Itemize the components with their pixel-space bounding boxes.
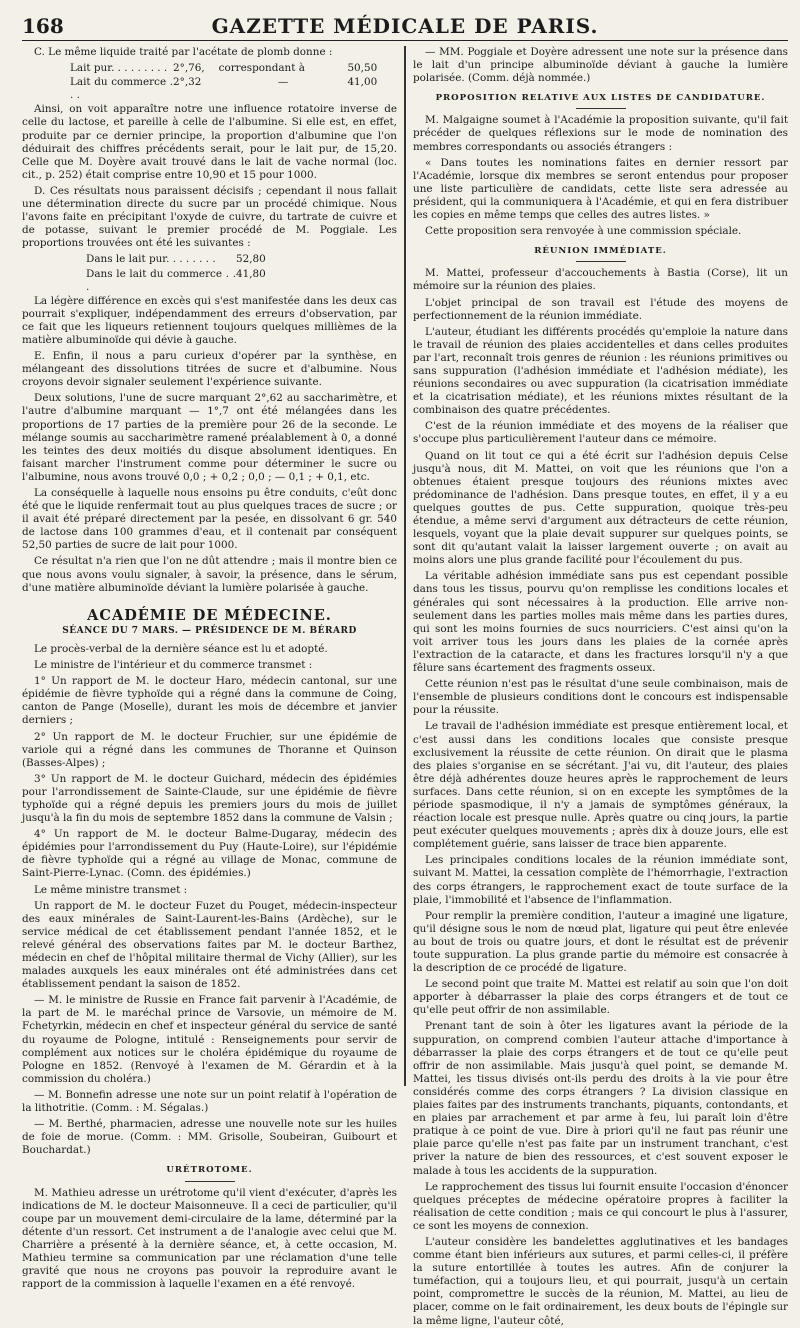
subheading bbox=[413, 92, 788, 109]
paragraph: La conséquelle à laquelle nous ensoins pu être conduits, c'eût donc été que le liquide renfermait tout au plus quelques traces de sucre ; or il avait été préparé directement par la pesée, en dissolvant 6 gr. 540 de lactose dans 100 grammes d'eau, et il contenait par conséquent 52,50 parties de sucre de lait pour 1000. bbox=[22, 487, 397, 552]
subheading bbox=[413, 245, 788, 262]
subheading bbox=[22, 1164, 397, 1181]
paragraph: M. Malgaigne soumet à l'Académie la proposition suivante, qu'il fait précéder de quelques réflexions sur le mode de nomination des membres correspondants ou associés étrangers : bbox=[413, 114, 788, 153]
paragraph: — M. Berthé, pharmacien, adresse une nouvelle note sur les huiles de foie de morue. (Comm. : MM. Grisolle, Soubeiran, Guibourt et Bouchardat.) bbox=[22, 1118, 397, 1157]
measure-value: 2°,32 bbox=[173, 76, 202, 89]
session-heading: SÉANCE DU 7 MARS. — PRÉSIDENCE DE M. BÉRARD bbox=[62, 625, 357, 636]
paragraph: Cette réunion n'est pas le résultat d'une seule combinaison, mais de l'ensemble de plusieurs conditions dont le concours est indispensable pour la réussite. bbox=[413, 678, 788, 717]
paragraph: La légère différence en excès qui s'est manifestée dans les deux cas pourrait s'expliquer, indépendamment des erreurs d'observation, par ce fait que les liqueurs retiennent toujours quelques millièmes de la matière albuminoïde qui dévie à gauche. bbox=[22, 294, 397, 346]
running-head bbox=[22, 14, 788, 41]
paragraph: L'objet principal de son travail est l'étude des moyens de perfectionnement de la réunion immédiate. bbox=[413, 296, 788, 322]
columns bbox=[22, 46, 788, 1327]
measure-label: Dans le lait du commerce . . . bbox=[86, 267, 236, 293]
paragraph: Le rapprochement des tissus lui fournit ensuite l'occasion d'énoncer quelques préceptes de médecine opératoire propres à faciliter la réalisation de cette condition ; mais ce qui concourt le plus à l'assurer, ce sont les moyens de connexion. bbox=[413, 1180, 788, 1232]
paragraph: 4° Un rapport de M. le docteur Balme-Dugaray, médecin des épidémies pour l'arrondissement du Puy (Haute-Loire), sur l'épidémie de fièvre typhoïde qui a régné au village de Monac, commune de Saint-Pierre-Lynac. (Comn. des épidémies.) bbox=[22, 828, 397, 880]
measure-number: 50,50 bbox=[347, 62, 378, 75]
paragraph: L'auteur considère les bandelettes agglutinatives et les bandages comme étant bien inférieurs aux sutures, et parmi celles-ci, il préfère la suture entortillée à toutes les autres. Afin de conjurer la tuméfaction, qui a toujours lieu, et qui pourrait, jusqu'à un certain point, compromettre le succès de la réunion, M. Mattei, au lieu de placer, comme on le fait ordinairement, les deux bouts de l'épingle sur la même ligne, l'auteur côté, bbox=[413, 1235, 788, 1327]
measure-label: Lait pur. . . . . . . . . bbox=[70, 62, 168, 75]
paragraph: 1° Un rapport de M. le docteur Haro, médecin cantonal, sur une épidémie de fièvre typhoïde qui a régné dans la commune de Coing, canton de Pange (Moselle), durant les mois de décembre et janvier derniers ; bbox=[22, 675, 397, 727]
paragraph: Le même ministre transmet : bbox=[34, 883, 188, 896]
paragraph: Pour remplir la première condition, l'auteur a imaginé une ligature, qu'il désigne sous le nom de nœud plat, ligature qui peut être enlevée au bout de trois ou quatre jours, et dont le résultat est de prévenir toute suppuration. La plus grande partie du mémoire est consacrée à la description de ce procédé de ligature. bbox=[413, 909, 788, 975]
paragraph: La véritable adhésion immédiate sans pus est cependant possible dans tous les tissus, pourvu qu'on remplisse les conditions locales et générales qui sont nécessaires à la production. Elle arrive non-seulement dans les parties molles mais même dans les parties dures, qui sont les moins fournies de sucs nourriciers. C'est ainsi qu'on la voit arriver tous les jours dans les plaies de la cornée après l'extraction de la cataracte, et dans les fractures lorsqu'il n'y a que fêlure sans écartement des fragments osseux. bbox=[413, 570, 788, 675]
paragraph: « Dans toutes les nominations faites en dernier ressort par l'Académie, lorsque dix membres se seront entendus pour proposer une liste particulière de candidats, cette liste sera adressée au président, qui la communiquera à l'Académie, et qui en fera distribuer les copies en même temps que celles des autres listes. » bbox=[413, 156, 788, 222]
measure-row bbox=[22, 253, 397, 266]
paragraph: Cette proposition sera renvoyée à une commission spéciale. bbox=[425, 225, 742, 238]
paragraph: M. Mattei, professeur d'accouchements à Bastia (Corse), lit un mémoire sur la réunion des plaies. bbox=[413, 267, 788, 293]
subheading-text: URÉTROTOME. bbox=[166, 1165, 253, 1176]
paragraph: 3° Un rapport de M. le docteur Guichard, médecin des épidémies pour l'arrondissement de Sainte-Claude, sur une épidémie de fièvre typhoïde qui a régné depuis les premiers jours du mois de juillet jusqu'à la fin du mois de septembre 1852 dans la commune de Valsin ; bbox=[22, 772, 397, 825]
paragraph: — M. Bonnefin adresse une note sur un point relatif à l'opération de la lithotritie. (Comm. : M. Ségalas.) bbox=[22, 1088, 397, 1115]
paragraph: Un rapport de M. le docteur Fuzet du Pouget, médecin-inspecteur des eaux minérales de Saint-Laurent-les-Bains (Ardèche), sur le service médical de cet établissement pendant l'année 1852, et le relevé général des observations faites par M. le docteur Barthez, médecin en chef de l'hôpital militaire thermal de Vichy (Allier), sur les malades auxquels les eaux minérales ont été administrées dans cet établissement pendant la saison de 1852. bbox=[22, 899, 397, 991]
paragraph: M. Mathieu adresse un urétrotome qu'il vient d'exécuter, d'après les indications de M. le docteur Maisonneuve. Il a ceci de particulier, qu'il coupe par un mouvement demi-circulaire de la lame, déterminé par la détente d'un ressort. Cet instrument a de l'analogie avec celui que M. Charrière a présenté à la dernière séance, et, à cette occasion, M. Mathieu termine sa communication par une réclamation d'une telle gravité que nous ne croyons pas pouvoir la reproduire avant le rapport de la commission à laquelle l'examen en a été renvoyé. bbox=[22, 1186, 397, 1291]
paragraph: Le procès-verbal de la dernière séance est lu et adopté. bbox=[34, 642, 328, 655]
paragraph: Ce résultat n'a rien que l'on ne dût attendre ; mais il montre bien ce que nous avons voulu signaler, à savoir, la présence, dans le sérum, d'une matière albuminoïde déviant la lumière polarisée à gauche. bbox=[22, 555, 397, 594]
measure-number: 41,80 bbox=[236, 267, 266, 280]
paragraph: E. Enfin, il nous a paru curieux d'opérer par la synthèse, en mélangeant des dissolutions titrées de sucre et d'albumine. Nous croyons devoir signaler seulement l'expérience suivante. bbox=[22, 350, 397, 389]
paragraph: D. Ces résultats nous paraissent décisifs ; cependant il nous fallait une détermination directe du sucre par un procédé chimique. Nous l'avons faite en précipitant l'oxyde de cuivre, du tartrate de cuivre et de potasse, suivant le premier procédé de M. Poggiale. Les proportions trouvées ont été les suivantes : bbox=[22, 184, 397, 250]
paragraph: — M. le ministre de Russie en France fait parvenir à l'Académie, de la part de M. le maréchal prince de Varsovie, un mémoire de M. Fchetyrkin, médecin en chef et inspecteur général du service de santé du royaume de Pologne, intitulé : Renseignements pour servir de complément aux notices sur le choléra épidémique du royaume de Pologne en 1852. (Renvoyé à l'examen de M. Gérardin et à la commission du choléra.) bbox=[22, 994, 397, 1085]
left-column bbox=[22, 46, 397, 1291]
paragraph: Ainsi, on voit apparaître notre une influence rotatoire inverse de celle du lactose, et pareille à celle de l'albumine. Si elle est, en effet, produite par ce dernier principe, la proportion d'albumine que l'on déduirait des chiffres précédents serait, pour le lait pur, de 15,20. Celle que M. Doyère avait trouvé dans le lait de vache normal (loc. cit., p. 252) était comprise entre 10,90 et 15 pour 1000. bbox=[22, 103, 397, 181]
measure-label: Lait du commerce . . . bbox=[70, 76, 174, 102]
paragraph: C'est de la réunion immédiate et des moyens de la réaliser que s'occupe plus particulièrement l'auteur dans ce mémoire. bbox=[413, 420, 788, 446]
measure-row bbox=[22, 62, 397, 75]
measure-number: 52,80 bbox=[236, 253, 266, 266]
measure-label: Dans le lait pur. . . . . . . . bbox=[86, 253, 216, 266]
paper-title: GAZETTE MÉDICALE DE PARIS. bbox=[211, 14, 599, 38]
column-divider bbox=[404, 46, 406, 1086]
paragraph: Les principales conditions locales de la réunion immédiate sont, suivant M. Mattei, la cessation complète de l'hémorrhagie, l'extraction des corps étrangers, le rapprochement exact de toute surface de la plaie, l'immobilité et l'absence de l'inflammation. bbox=[413, 854, 788, 906]
subheading-text: PROPOSITION RELATIVE AUX LISTES DE CANDIDATURE. bbox=[435, 93, 766, 104]
section-title: ACADÉMIE DE MÉDECINE. bbox=[87, 606, 332, 624]
subheading-text: RÉUNION IMMÉDIATE. bbox=[534, 246, 667, 257]
paragraph: — MM. Poggiale et Doyère adressent une note sur la présence dans le lait d'un principe albuminoïde déviant à gauche la lumière polarisée. (Comm. déjà nommée.) bbox=[413, 46, 788, 85]
measure-row bbox=[22, 76, 397, 102]
measure-number: 41,00 bbox=[347, 76, 378, 89]
right-column bbox=[413, 46, 788, 1327]
paragraph: Le travail de l'adhésion immédiate est presque entièrement local, et c'est aussi dans les conditions locales que consiste presque exclusivement la réussite de cette réunion. On dirait que le plasma des plaies s'organise en se sécrétant. J'ai vu, dit l'auteur, des plaies être déjà adhérentes douze heures après le rapprochement de leurs surfaces. Dans cette réunion, si on en excepte les symptômes de la période spasmodique, il n'y a jamais de symptômes généraux, la réaction locale est presque nulle. Après quatre ou cinq jours, la partie peut exécuter quelques mouvements ; après dix à douze jours, elle est complétement guérie, sans laisser de trace bien apparente. bbox=[413, 720, 788, 851]
paragraph: Deux solutions, l'une de sucre marquant 2°,62 au saccharimètre, et l'autre d'albumine marquant — 1°,7 ont été mélangées dans les proportions de 17 parties de la première pour 26 de la seconde. Le mélange soumis au saccharimètre ramené préalablement à 0, a donné les teintes des deux moitiés du disque absolument identiques. En faisant marcher l'instrument comme pour déterminer le sucre ou l'albumine, nous avons trouvé 0,0 ; + 0,2 ; 0,0 ; — 0,1 ; + 0,1, etc. bbox=[22, 392, 397, 483]
measure-text: correspondant à bbox=[218, 62, 305, 75]
paragraph: L'auteur, étudiant les différents procédés qu'emploie la nature dans le travail de réunion des plaies accidentelles et dans celles produites par l'art, reconnaît trois genres de réunion : les réunions primitives ou sans suppuration (l'adhésion immédiate et l'adhésion médiate), les réunions secondaires ou avec suppuration (la cicatrisation immédiate et la cicatrisation médiate), et les réunions mixtes résultant de la combinaison des quatre précédentes. bbox=[413, 325, 788, 417]
paragraph: C. Le même liquide traité par l'acétate de plomb donne : bbox=[34, 46, 333, 58]
measure-value: 2°,76, bbox=[173, 62, 205, 75]
paragraph: Le second point que traite M. Mattei est relatif au soin que l'on doit apporter à débarrasser la plaie des corps étrangers et de tout ce qu'elle peut offrir de non assimilable. bbox=[413, 978, 788, 1017]
page-number: 168 bbox=[22, 14, 64, 38]
paragraph: Prenant tant de soin à ôter les ligatures avant la période de la suppuration, on comprend combien l'auteur attache d'importance à débarrasser la plaie des corps étrangers et de tout ce qu'elle peut offrir de non assimilable. Mais jusqu'à quel point, se demande M. Mattei, les tissus divisés ont-ils perdu des droits à la vie pour être considérés comme des corps étrangers ? La division classique en plaies faites par des instruments tranchants, piquants, contondants, et en plaies par arrachement et par arme à feu, lui paraît loin d'être pratique à ce point de vue. Dire à priori qu'il ne faut pas réunir une plaie parce qu'elle n'est pas faite par un instrument tranchant, c'est priver la nature de bien des ressources, et c'est souvent exposer le malade à tous les accidents de la suppuration. bbox=[413, 1020, 788, 1177]
measure-row bbox=[22, 268, 397, 294]
measure-text: — bbox=[277, 76, 289, 89]
divider bbox=[185, 1181, 235, 1182]
paragraph: Le ministre de l'intérieur et du commerce transmet : bbox=[34, 659, 313, 672]
paragraph: 2° Un rapport de M. le docteur Fruchier, sur une épidémie de variole qui a régné dans les communes de Thoranne et Quinson (Basses-Alpes) ; bbox=[22, 730, 397, 769]
paragraph: Quand on lit tout ce qui a été écrit sur l'adhésion depuis Celse jusqu'à nous, dit M. Mattei, on voit que les réunions que l'on a obtenues étaient presque toujours des réunions mixtes avec prédominance de l'adhésion. Dans presque toutes, en effet, il y a eu quelques gouttes de pus. Cette suppuration, quoique très-peu étendue, a même servi d'argument aux détracteurs de cette réunion, lesquels, voyant que la plaie devait suppurer sur quelques points, se sont dit qu'autant valait la laisser largement ouverte ; on avait au moins alors une plus grande facilité pour l'écoulement du pus. bbox=[413, 449, 788, 567]
divider bbox=[576, 108, 626, 109]
divider bbox=[576, 261, 626, 262]
